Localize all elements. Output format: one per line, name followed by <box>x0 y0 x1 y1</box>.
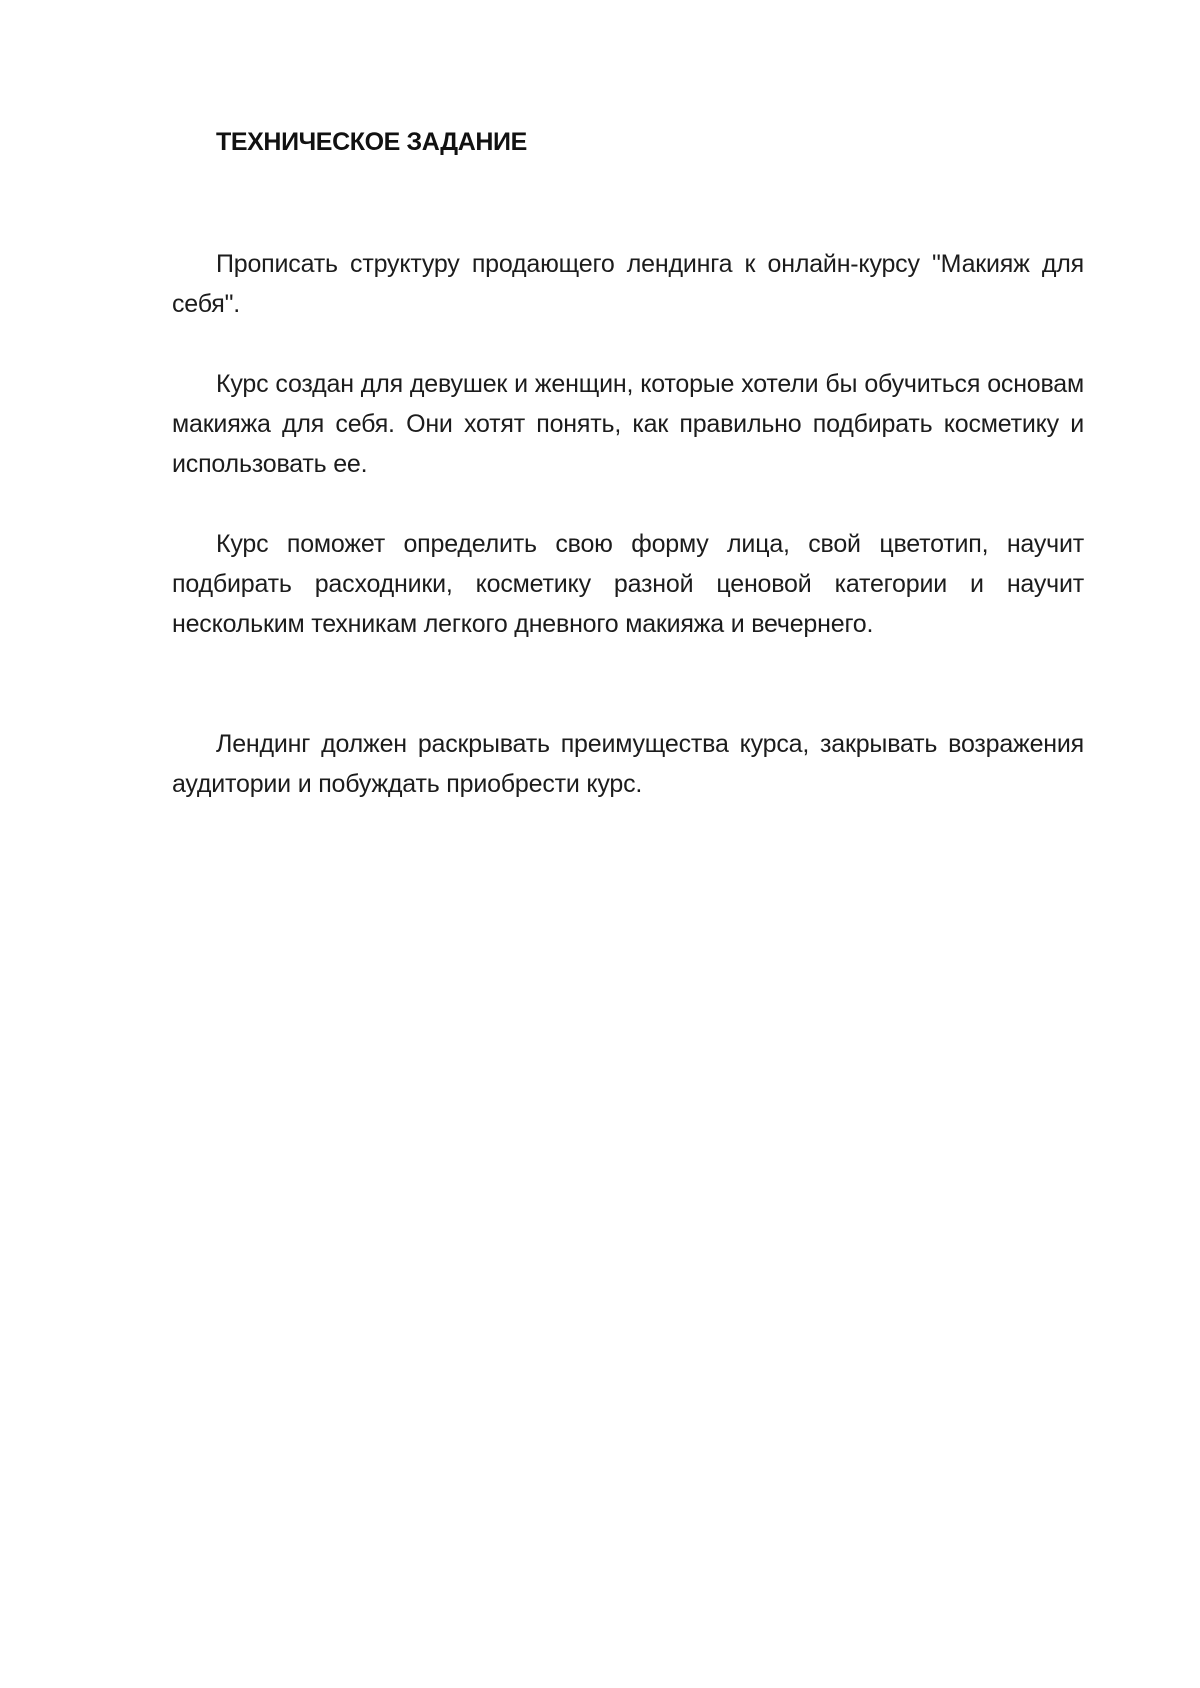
paragraph-audience: Курс создан для девушек и женщин, которые хотели бы обучиться основам макияжа для себя. Они хотят понять, как правильно подбирать косметику и использовать ее. <box>172 370 1084 478</box>
paragraph-landing-goals: Лендинг должен раскрывать преимущества курса, закрывать возражения аудитории и побуждать приобрести курс. <box>172 730 1084 798</box>
document-title: ТЕХНИЧЕСКОЕ ЗАДАНИЕ <box>216 128 527 156</box>
paragraph-task: Прописать структуру продающего лендинга к онлайн-курсу "Макияж для себя". <box>172 250 1084 318</box>
paragraph-course-content: Курс поможет определить свою форму лица, свой цветотип, научит подбирать расходники, косметику разной ценовой категории и научит нескольким техникам легкого дневного макияжа и вечернего. <box>172 530 1084 638</box>
